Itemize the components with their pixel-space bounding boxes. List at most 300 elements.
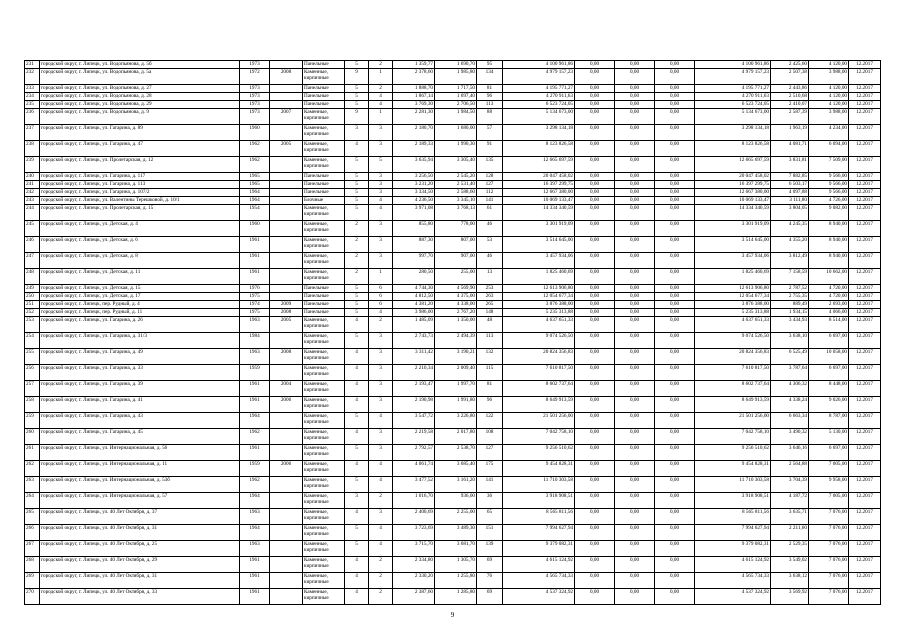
cell-owners-cost: 9 074 526,50 (695, 333, 771, 349)
cell-floors: 5 (345, 413, 369, 429)
cell-year-built: 1964 (240, 197, 270, 205)
cell-owners-share: 0,00 (655, 269, 695, 285)
cell-year-built: 1960 (240, 125, 270, 141)
cell-entrances: 3 (369, 125, 393, 141)
cell-year-built: 1964 (240, 493, 270, 509)
cell-living-area: 1 690,70 (435, 61, 477, 69)
cell-floors: 4 (345, 557, 369, 573)
cell-budget-share: 0,00 (615, 525, 655, 541)
cell-deadline: 12.2017 (849, 509, 881, 525)
cell-max-cost-per-sqm: 4 726,00 (809, 197, 849, 205)
cell-year-built: 1973 (240, 93, 270, 101)
cell-row-number: 255 (25, 349, 40, 365)
cell-address: городской округ, г. Липецк, ул. Детская, д. 4 (40, 221, 240, 237)
cell-year-renovated (270, 101, 303, 109)
cell-fund-share: 0,00 (575, 197, 615, 205)
cell-budget-share: 0,00 (615, 317, 655, 333)
cell-total-area: 4 236,50 (393, 197, 435, 205)
cell-total-area: 3 231,20 (393, 181, 435, 189)
cell-max-cost-per-sqm: 4 120,00 (809, 61, 849, 69)
cell-total-area: 2 330,20 (393, 573, 435, 589)
cell-wall-material: Каменные, кирпичные (303, 573, 345, 589)
cell-fund-share: 0,00 (575, 397, 615, 413)
cell-row-number: 238 (25, 141, 40, 157)
cell-budget-share: 0,00 (615, 157, 655, 173)
cell-owners-cost: 3 876 388,00 (695, 301, 771, 309)
cell-max-cost-per-sqm: 10 662,00 (809, 269, 849, 285)
cell-year-built: 1965 (240, 173, 270, 181)
cell-owners-share: 0,00 (655, 557, 695, 573)
cell-budget-share: 0,00 (615, 589, 655, 605)
cell-year-renovated (270, 477, 303, 493)
table-row (25, 445, 881, 461)
cell-owners-cost: 5 235 313,88 (695, 309, 771, 317)
cell-owners-share: 0,00 (655, 189, 695, 197)
cell-fund-share: 0,00 (575, 237, 615, 253)
cell-deadline: 12.2017 (849, 181, 881, 189)
cell-year-built: 1962 (240, 429, 270, 445)
table-row (25, 381, 881, 397)
cell-fund-share: 0,00 (575, 101, 615, 109)
cell-cost-per-sqm: 2 529,35 (771, 541, 809, 557)
cell-deadline: 12.2017 (849, 445, 881, 461)
cell-row-number: 256 (25, 365, 40, 381)
cell-entrances: 3 (369, 181, 393, 189)
cell-owners-cost: 21 501 256,00 (695, 413, 771, 429)
cell-address: городской округ, г. Липецк, ул. Водопьянова, д. 5б (40, 61, 240, 69)
cell-owners-cost: 20 824 356,83 (695, 349, 771, 365)
cell-entrances: 1 (369, 69, 393, 85)
cell-residents: 81 (477, 381, 503, 397)
cell-cost-per-sqm: 6 663,34 (771, 413, 809, 429)
cell-year-renovated (270, 285, 303, 293)
cell-entrances: 3 (369, 445, 393, 461)
cell-wall-material: Панельные (303, 285, 345, 293)
cell-wall-material: Каменные, кирпичные (303, 141, 345, 157)
cell-owners-cost: 4 637 651,33 (695, 317, 771, 333)
cell-total-cost: 4 615 124,92 (503, 557, 575, 573)
table-row (25, 85, 881, 93)
cell-total-area: 1 888,70 (393, 85, 435, 93)
cell-budget-share: 0,00 (615, 293, 655, 301)
cell-total-cost: 8 602 737,64 (503, 381, 575, 397)
cell-max-cost-per-sqm: 8 514,00 (809, 317, 849, 333)
cell-row-number: 231 (25, 61, 40, 69)
cell-cost-per-sqm: 3 787,64 (771, 365, 809, 381)
cell-year-built: 1961 (240, 381, 270, 397)
cell-total-area: 2 378,60 (393, 69, 435, 85)
cell-living-area: 1 984,50 (435, 109, 477, 125)
cell-entrances: 3 (369, 237, 393, 253)
cell-year-renovated: 2009 (270, 301, 303, 309)
cell-residents: 139 (477, 541, 503, 557)
cell-wall-material: Каменные, кирпичные (303, 557, 345, 573)
cell-total-area: 2 400,69 (393, 509, 435, 525)
cell-wall-material: Каменные, кирпичные (303, 397, 345, 413)
cell-entrances: 3 (369, 349, 393, 365)
cell-cost-per-sqm: 4 081,71 (771, 141, 809, 157)
cell-deadline: 12.2017 (849, 541, 881, 557)
cell-living-area: 936,00 (435, 493, 477, 509)
cell-year-built: 1976 (240, 285, 270, 293)
cell-cost-per-sqm: 2 787,52 (771, 285, 809, 293)
cell-max-cost-per-sqm: 9 026,00 (809, 397, 849, 413)
cell-max-cost-per-sqm: 6 697,00 (809, 365, 849, 381)
cell-wall-material: Каменные, кирпичные (303, 461, 345, 477)
cell-owners-share: 0,00 (655, 301, 695, 309)
cell-address: городской округ, г. Липецк, ул. Водопьянова, д. 28 (40, 93, 240, 101)
cell-deadline: 12.2017 (849, 205, 881, 221)
cell-owners-cost: 4 537 324,92 (695, 589, 771, 605)
cell-living-area: 3 305,40 (435, 157, 477, 173)
cell-budget-share: 0,00 (615, 181, 655, 189)
cell-max-cost-per-sqm: 9 566,00 (809, 181, 849, 189)
cell-address: городской округ, г. Липецк, ул. Интернациональная, д. 53б (40, 477, 240, 493)
cell-wall-material: Панельные (303, 309, 345, 317)
cell-living-area: 3 190,21 (435, 349, 477, 365)
cell-budget-share: 0,00 (615, 333, 655, 349)
cell-owners-share: 0,00 (655, 573, 695, 589)
cell-budget-share: 0,00 (615, 509, 655, 525)
cell-floors: 4 (345, 317, 369, 333)
cell-year-renovated (270, 589, 303, 605)
cell-entrances: 4 (369, 541, 393, 557)
cell-address: городской округ, г. Липецк, ул. Пролетарская, д. 12 (40, 157, 240, 173)
cell-fund-share: 0,00 (575, 525, 615, 541)
cell-year-built: 1961 (240, 269, 270, 285)
cell-wall-material: Панельные (303, 189, 345, 197)
cell-residents: 135 (477, 157, 503, 173)
cell-year-built: 1963 (240, 509, 270, 525)
cell-budget-share: 0,00 (615, 429, 655, 445)
cell-budget-share: 0,00 (615, 109, 655, 125)
cell-owners-share: 0,00 (655, 109, 695, 125)
cell-residents: 108 (477, 429, 503, 445)
cell-year-renovated: 2008 (270, 309, 303, 317)
cell-owners-share: 0,00 (655, 85, 695, 93)
cell-wall-material: Каменные, кирпичные (303, 69, 345, 85)
cell-budget-share: 0,00 (615, 69, 655, 85)
cell-entrances: 4 (369, 525, 393, 541)
cell-year-built: 1962 (240, 477, 270, 493)
cell-cost-per-sqm: 4 338,24 (771, 397, 809, 413)
cell-owners-cost: 3 514 645,00 (695, 237, 771, 253)
cell-residents: 127 (477, 181, 503, 189)
cell-total-cost: 8 123 826,58 (503, 141, 575, 157)
cell-year-built: 1961 (240, 445, 270, 461)
cell-owners-cost: 1 825 460,69 (695, 269, 771, 285)
cell-total-cost: 3 457 934,06 (503, 253, 575, 269)
cell-floors: 5 (345, 309, 369, 317)
cell-budget-share: 0,00 (615, 205, 655, 221)
cell-deadline: 12.2017 (849, 557, 881, 573)
cell-address: городской округ, г. Липецк, ул. 40 Лет Октября, д. 29 (40, 557, 240, 573)
cell-deadline: 12.2017 (849, 85, 881, 93)
cell-entrances: 3 (369, 365, 393, 381)
table-row (25, 157, 881, 173)
cell-address: городской округ, г. Липецк, ул. 40 Лет Октября, д. 25 (40, 541, 240, 557)
cell-floors: 5 (345, 293, 369, 301)
cell-total-cost: 5 235 313,88 (503, 309, 575, 317)
cell-floors: 5 (345, 85, 369, 93)
cell-floors: 4 (345, 429, 369, 445)
cell-address: городской округ, г. Липецк, ул. Интернациональная, д. 11 (40, 461, 240, 477)
cell-deadline: 12.2017 (849, 69, 881, 85)
cell-fund-share: 0,00 (575, 221, 615, 237)
cell-wall-material: Каменные, кирпичные (303, 221, 345, 237)
cell-deadline: 12.2017 (849, 101, 881, 109)
cell-cost-per-sqm: 6 503,17 (771, 181, 809, 189)
table-row (25, 237, 881, 253)
cell-budget-share: 0,00 (615, 197, 655, 205)
cell-row-number: 246 (25, 237, 40, 253)
cell-budget-share: 0,00 (615, 309, 655, 317)
cell-row-number: 258 (25, 397, 40, 413)
cell-residents: 46 (477, 221, 503, 237)
cell-year-renovated (270, 509, 303, 525)
table-row (25, 589, 881, 605)
cell-wall-material: Каменные, кирпичные (303, 509, 345, 525)
cell-wall-material: Каменные, кирпичные (303, 477, 345, 493)
cell-deadline: 12.2017 (849, 269, 881, 285)
cell-entrances: 2 (369, 61, 393, 69)
cell-living-area: 2 538,70 (435, 445, 477, 461)
cell-total-cost: 12 054 677,34 (503, 293, 575, 301)
cell-living-area: 3 345,10 (435, 197, 477, 205)
cell-budget-share: 0,00 (615, 477, 655, 493)
cell-total-cost: 4 270 911,63 (503, 93, 575, 101)
cell-residents: 53 (477, 237, 503, 253)
cell-floors: 2 (345, 237, 369, 253)
cell-address: городской округ, г. Липецк, ул. Гагарина, д. 47 (40, 141, 240, 157)
cell-total-cost: 3 298 134,18 (503, 125, 575, 141)
cell-owners-cost: 4 100 961,86 (695, 61, 771, 69)
cell-owners-cost: 3 457 934,06 (695, 253, 771, 269)
cell-wall-material: Каменные, кирпичные (303, 317, 345, 333)
cell-wall-material: Каменные, кирпичные (303, 349, 345, 365)
cell-total-area: 3 256,50 (393, 173, 435, 181)
cell-owners-cost: 12 054 677,34 (695, 293, 771, 301)
cell-floors: 2 (345, 221, 369, 237)
cell-residents: 69 (477, 557, 503, 573)
cell-year-built: 1959 (240, 461, 270, 477)
cell-living-area: 3 768,13 (435, 205, 477, 221)
cell-wall-material: Каменные, кирпичные (303, 365, 345, 381)
housing-register-table (24, 60, 881, 605)
cell-entrances: 1 (369, 109, 393, 125)
table-row (25, 61, 881, 69)
cell-row-number: 251 (25, 301, 40, 309)
cell-total-cost: 7 042 758,10 (503, 429, 575, 445)
cell-deadline: 12.2017 (849, 589, 881, 605)
cell-entrances: 6 (369, 301, 393, 309)
cell-owners-share: 0,00 (655, 309, 695, 317)
cell-total-area: 1 867,14 (393, 93, 435, 101)
cell-living-area: 2 017,80 (435, 429, 477, 445)
cell-row-number: 253 (25, 317, 40, 333)
cell-living-area: 1 985,80 (435, 69, 477, 85)
cell-max-cost-per-sqm: 6 697,00 (809, 333, 849, 349)
table-row (25, 101, 881, 109)
cell-total-cost: 1 825 460,69 (503, 269, 575, 285)
cell-floors: 9 (345, 109, 369, 125)
cell-address: городской округ, г. Липецк, ул. Гагарина, д. 39 (40, 381, 240, 397)
cell-owners-share: 0,00 (655, 61, 695, 69)
cell-total-area: 3 635,94 (393, 157, 435, 173)
cell-owners-share: 0,00 (655, 589, 695, 605)
cell-cost-per-sqm: 2 425,60 (771, 61, 809, 69)
cell-fund-share: 0,00 (575, 333, 615, 349)
cell-owners-share: 0,00 (655, 445, 695, 461)
cell-living-area: 4 569,90 (435, 285, 477, 293)
cell-residents: 57 (477, 125, 503, 141)
cell-deadline: 12.2017 (849, 349, 881, 365)
cell-owners-cost: 12 665 697,59 (695, 157, 771, 173)
cell-fund-share: 0,00 (575, 413, 615, 429)
cell-address: городской округ, г. Липецк, ул. 40 Лет Октября, д. 37 (40, 509, 240, 525)
cell-living-area: 3 161,20 (435, 477, 477, 493)
cell-address: городской округ, г. Липецк, ул. Гагарина, д. 117 (40, 173, 240, 181)
cell-floors: 2 (345, 269, 369, 285)
cell-fund-share: 0,00 (575, 85, 615, 93)
cell-residents: 81 (477, 85, 503, 93)
cell-total-area: 2 210,34 (393, 365, 435, 381)
cell-deadline: 12.2017 (849, 477, 881, 493)
cell-cost-per-sqm: 2 755,35 (771, 293, 809, 301)
cell-owners-share: 0,00 (655, 493, 695, 509)
cell-year-renovated (270, 573, 303, 589)
cell-fund-share: 0,00 (575, 429, 615, 445)
cell-deadline: 12.2017 (849, 301, 881, 309)
cell-total-cost: 7 610 817,50 (503, 365, 575, 381)
cell-year-renovated: 2005 (270, 317, 303, 333)
cell-floors: 5 (345, 197, 369, 205)
table-row (25, 173, 881, 181)
table-row (25, 253, 881, 269)
cell-deadline: 12.2017 (849, 461, 881, 477)
cell-year-renovated (270, 293, 303, 301)
cell-year-renovated: 2004 (270, 381, 303, 397)
cell-total-cost: 3 301 919,09 (503, 221, 575, 237)
cell-max-cost-per-sqm: 9 958,00 (809, 477, 849, 493)
cell-fund-share: 0,00 (575, 309, 615, 317)
cell-deadline: 12.2017 (849, 413, 881, 429)
cell-fund-share: 0,00 (575, 157, 615, 173)
cell-living-area: 1 285,80 (435, 589, 477, 605)
cell-deadline: 12.2017 (849, 189, 881, 197)
cell-entrances: 2 (369, 573, 393, 589)
cell-owners-share: 0,00 (655, 413, 695, 429)
cell-fund-share: 0,00 (575, 293, 615, 301)
cell-deadline: 12.2017 (849, 429, 881, 445)
cell-max-cost-per-sqm: 9 566,00 (809, 173, 849, 181)
cell-owners-cost: 8 649 913,59 (695, 397, 771, 413)
cell-floors: 5 (345, 93, 369, 101)
cell-residents: 113 (477, 333, 503, 349)
cell-max-cost-per-sqm: 7 076,00 (809, 525, 849, 541)
cell-floors: 5 (345, 189, 369, 197)
cell-total-area: 1 359,77 (393, 61, 435, 69)
cell-fund-share: 0,00 (575, 349, 615, 365)
cell-total-area: 2 193,47 (393, 381, 435, 397)
cell-total-cost: 9 074 526,50 (503, 333, 575, 349)
cell-fund-share: 0,00 (575, 317, 615, 333)
cell-entrances: 3 (369, 189, 393, 197)
cell-fund-share: 0,00 (575, 141, 615, 157)
cell-total-cost: 20 047 458,02 (503, 173, 575, 181)
cell-budget-share: 0,00 (615, 101, 655, 109)
cell-living-area: 778,00 (435, 221, 477, 237)
cell-budget-share: 0,00 (615, 445, 655, 461)
cell-total-area: 1 016,70 (393, 493, 435, 509)
cell-floors: 5 (345, 181, 369, 189)
cell-living-area: 1 997,70 (435, 381, 477, 397)
cell-total-area: 2 189,33 (393, 141, 435, 157)
cell-address: городской округ, г. Липецк, ул. Гагарина, д. 45 (40, 429, 240, 445)
cell-entrances: 6 (369, 293, 393, 301)
cell-year-built: 1961 (240, 557, 270, 573)
cell-max-cost-per-sqm: 7 005,00 (809, 493, 849, 509)
cell-address: городской округ, г. Липецк, ул. Детская, д. 6 (40, 237, 240, 253)
cell-fund-share: 0,00 (575, 541, 615, 557)
cell-budget-share: 0,00 (615, 189, 655, 197)
cell-row-number: 245 (25, 221, 40, 237)
cell-budget-share: 0,00 (615, 285, 655, 293)
cell-budget-share: 0,00 (615, 221, 655, 237)
cell-year-built: 1961 (240, 237, 270, 253)
cell-row-number: 268 (25, 557, 40, 573)
cell-fund-share: 0,00 (575, 365, 615, 381)
cell-owners-cost: 8 565 811,56 (695, 509, 771, 525)
cell-floors: 5 (345, 285, 369, 293)
cell-fund-share: 0,00 (575, 461, 615, 477)
cell-living-area: 1 717,50 (435, 85, 477, 93)
cell-living-area: 2 706,50 (435, 101, 477, 109)
cell-year-renovated (270, 61, 303, 69)
cell-year-built: 1962 (240, 157, 270, 173)
cell-wall-material: Панельные (303, 85, 345, 93)
cell-wall-material: Каменные, кирпичные (303, 125, 345, 141)
cell-entrances: 4 (369, 93, 393, 101)
table-row (25, 221, 881, 237)
cell-total-cost: 3 918 908,51 (503, 493, 575, 509)
cell-address: городской округ, г. Липецк, ул. Гагарина, д. 107/2 (40, 189, 240, 197)
cell-cost-per-sqm: 7 882,85 (771, 173, 809, 181)
cell-year-built: 1961 (240, 253, 270, 269)
cell-living-area: 2 494,39 (435, 333, 477, 349)
cell-address: городской округ, г. Липецк, ул. 40 Лет Октября, д. 33 (40, 589, 240, 605)
cell-wall-material: Каменные, кирпичные (303, 381, 345, 397)
table-row (25, 461, 881, 477)
cell-entrances: 3 (369, 253, 393, 269)
cell-address: городской округ, г. Липецк, ул. Водопьянова, д. 29 (40, 101, 240, 109)
cell-row-number: 234 (25, 93, 40, 101)
cell-entrances: 3 (369, 397, 393, 413)
cell-wall-material: Панельные (303, 301, 345, 309)
cell-entrances: 2 (369, 493, 393, 509)
cell-row-number: 263 (25, 477, 40, 493)
cell-total-area: 2 219,58 (393, 429, 435, 445)
cell-deadline: 12.2017 (849, 293, 881, 301)
cell-cost-per-sqm: 2 587,39 (771, 109, 809, 125)
cell-budget-share: 0,00 (615, 413, 655, 429)
cell-max-cost-per-sqm: 4 120,00 (809, 93, 849, 101)
cell-owners-share: 0,00 (655, 101, 695, 109)
cell-max-cost-per-sqm: 6 697,00 (809, 445, 849, 461)
cell-max-cost-per-sqm: 3 988,00 (809, 109, 849, 125)
cell-year-renovated: 2008 (270, 69, 303, 85)
cell-max-cost-per-sqm: 7 005,00 (809, 461, 849, 477)
